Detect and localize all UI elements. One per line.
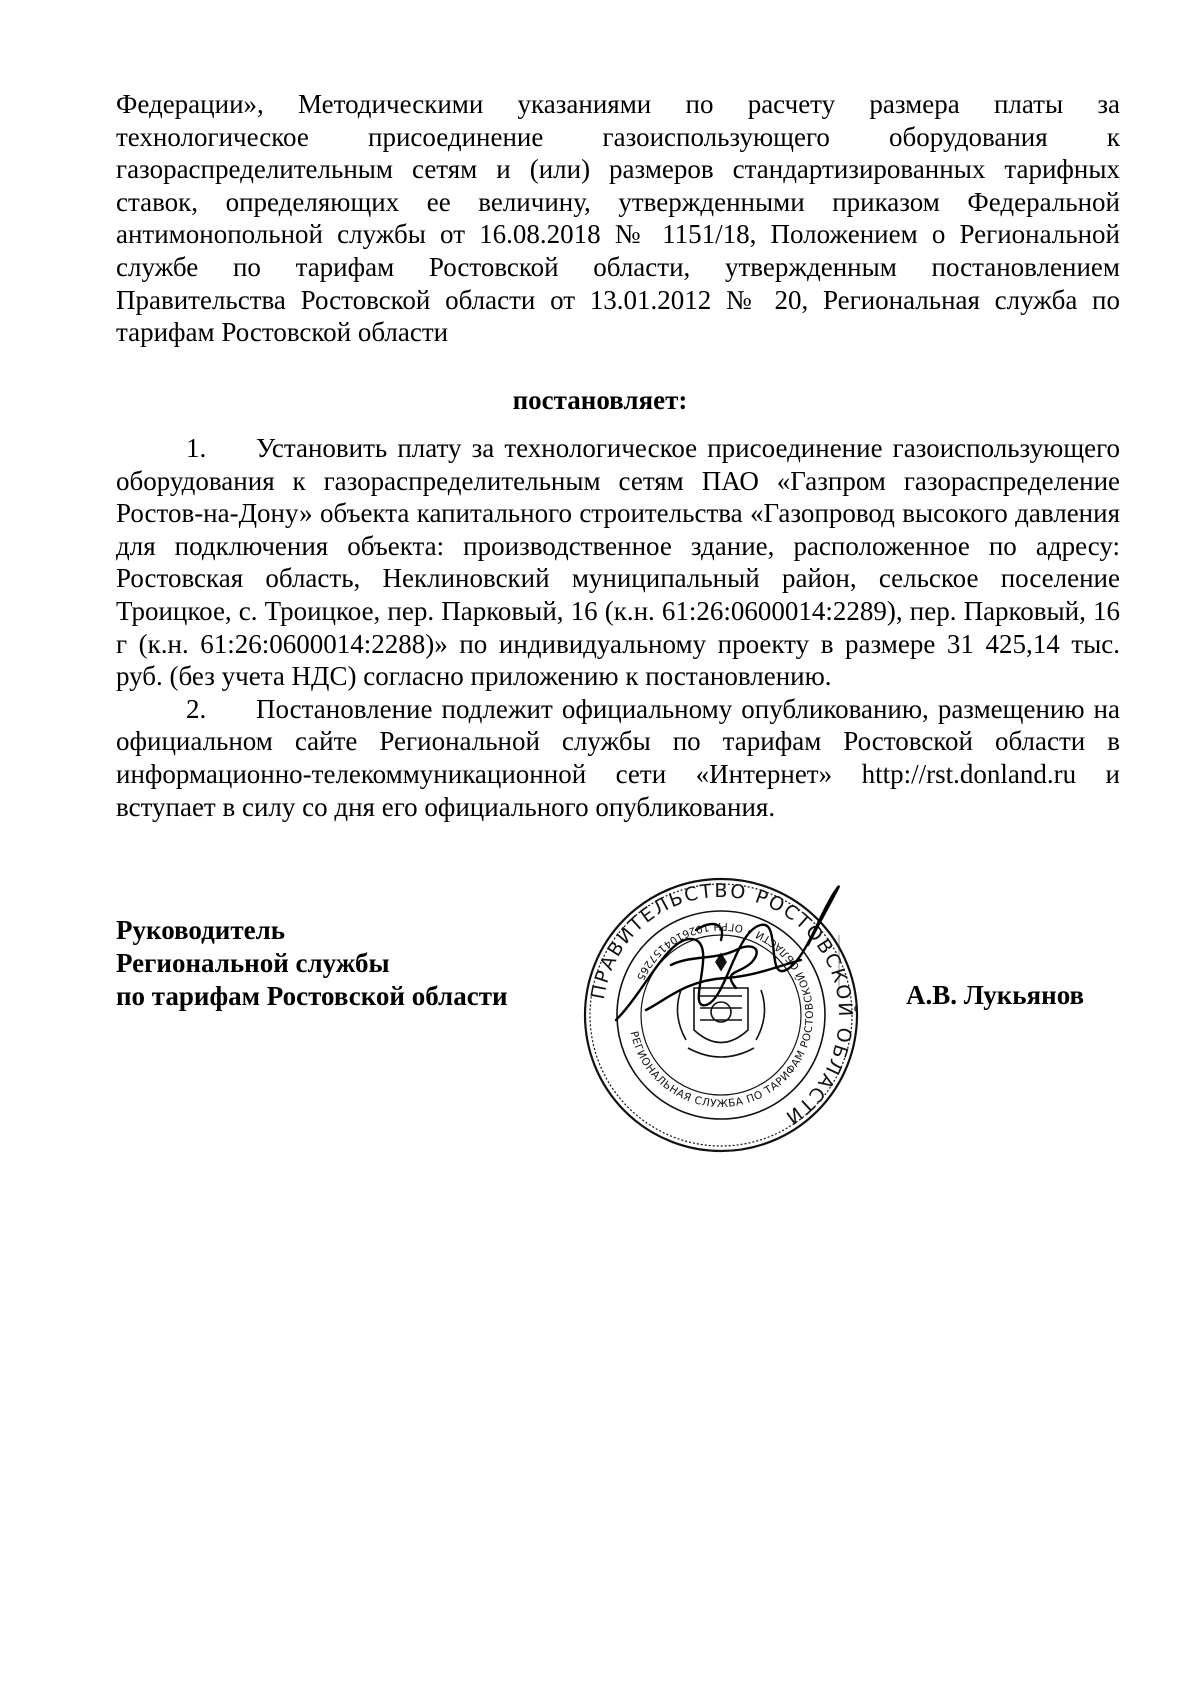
resolution-item [116, 693, 1120, 823]
signatory-title-line: Региональной службы [116, 948, 390, 978]
intro-text: Федерации», Методическими указаниями по расчету размера платы за технологическое присоединение газоиспользующего оборудования к газораспределительным сетям и (или) размеров стандартизированных тарифных ставок, определяющих ее величину, утвержденными приказом Федеральной антимонопольной службы от 16.08.2018 № 1151/18, Положением о Региональной службе по тарифам Ростовской области, утвержденным постановлением Правительства Ростовской области от 13.01.2012 № 20, Региональная служба по тарифам Ростовской области [116, 89, 1120, 348]
item-text: Установить плату за технологическое присоединение газоиспользующего оборудования к газораспределительным сетям ПАО «Газпром газораспределение Ростов-на-Дону» объекта капитального строительства «Газопровод высокого давления для подключения объекта: производственное здание, расположенное по адресу: Ростовская область, Неклиновский муниципальный район, сельское поселение Троицкое, с. Троицкое, пер. Парковый, 16 (к.н. 61:26:0600014:2289), пер. Парковый, 16 г (к.н. 61:26:0600014:2288)» по индивидуальному проекту в размере 31 425,14 тыс. руб. (без учета НДС) согласно приложению к постановлению. [116, 433, 1120, 692]
resolution-item [116, 432, 1120, 693]
signatory-title [116, 914, 508, 1013]
intro-paragraph [116, 88, 1120, 349]
seal-outer-text: ПРАВИТЕЛЬСТВО РОСТОВСКОЙ ОБЛАСТИ [586, 879, 857, 1130]
item-number: 1. [186, 433, 207, 463]
signatory-name: А.В. Лукьянов [906, 980, 1085, 1010]
seal-inner-text: РЕГИОНАЛЬНАЯ СЛУЖБА ПО ТАРИФАМ РОСТОВСКОЙ ОБЛАСТИ • ОГРН 1026104157265 [627, 919, 817, 1111]
item-text: Постановление подлежит официальному опубликованию, размещению на официальном сайте Региональной службы по тарифам Ростовской области в информационно-телекоммуникационной сети «Интернет» http://rst.donland.ru и вступает в силу со дня его официального опубликования. [116, 693, 1120, 822]
signatory-title-line: по тарифам Ростовской области [116, 981, 508, 1011]
signatory-title-line: Руководитель [116, 915, 286, 945]
resolution-heading: постановляет: [512, 385, 688, 415]
item-number: 2. [186, 693, 207, 724]
coat-of-arms-emblem [677, 954, 764, 1057]
seal-middle-ring [617, 911, 825, 1119]
official-seal-with-signature [576, 870, 866, 1160]
resolution-items [116, 432, 1120, 823]
